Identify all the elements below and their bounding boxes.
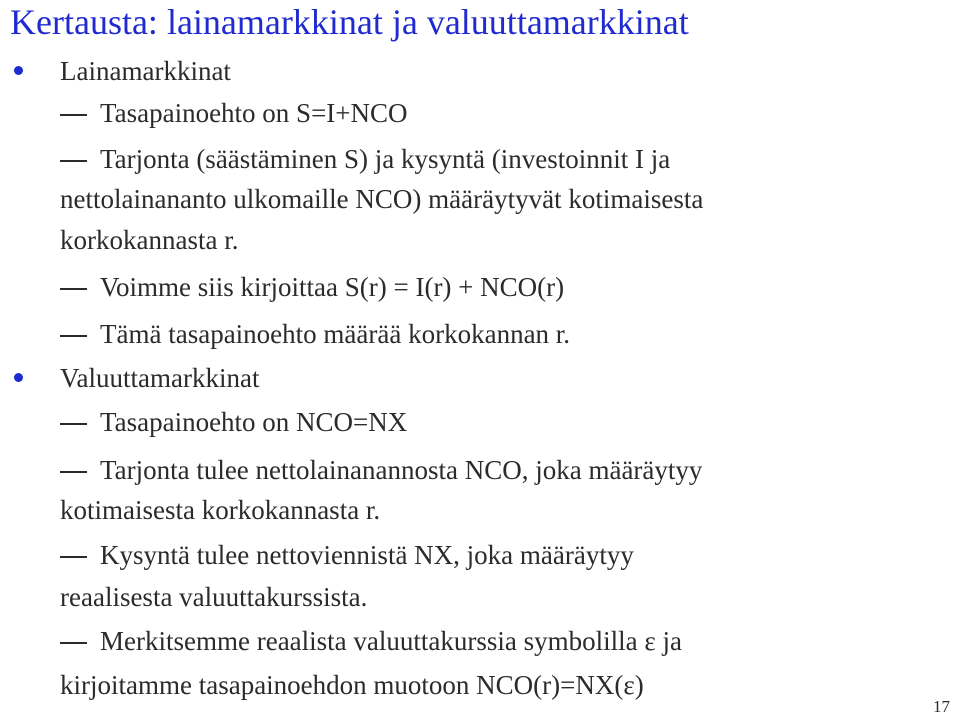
sub-item-line: Tämä tasapainoehto määrää korkokannan r.	[100, 319, 571, 349]
dash-icon	[60, 642, 87, 644]
section-heading-valuuttamarkkinat: Valuuttamarkkinat	[60, 363, 260, 393]
dash-icon	[60, 114, 87, 116]
bullet-icon	[14, 66, 23, 75]
sub-item-line: Voimme siis kirjoittaa S(r) = I(r) + NCO(r)	[100, 272, 565, 302]
dash-icon	[60, 160, 87, 162]
sub-item-line: Tasapainoehto on S=I+NCO	[100, 98, 408, 128]
sub-item-line: Kysyntä tulee nettoviennistä NX, joka määräytyy	[100, 540, 634, 570]
sub-item-line: Tarjonta (säästäminen S) ja kysyntä (investoinnit I ja	[100, 144, 671, 174]
dash-icon	[60, 335, 87, 337]
dash-icon	[60, 556, 87, 558]
section-heading-lainamarkkinat: Lainamarkkinat	[60, 56, 231, 86]
dash-icon	[60, 288, 87, 290]
slide-title: Kertausta: lainamarkkinat ja valuuttamarkkinat	[10, 2, 689, 42]
sub-item-line: korkokannasta r.	[60, 225, 239, 255]
sub-item-line: nettolainananto ulkomaille NCO) määräytyvät kotimaisesta	[60, 184, 704, 214]
sub-item-line: Tarjonta tulee nettolainanannosta NCO, joka määräytyy	[100, 455, 703, 485]
dash-icon	[60, 423, 87, 425]
sub-item-line: kirjoitamme tasapainoehdon muotoon NCO(r)=NX(ε)	[60, 670, 644, 700]
sub-item-line: Tasapainoehto on NCO=NX	[100, 407, 408, 437]
sub-item-line: kotimaisesta korkokannasta r.	[60, 495, 381, 525]
dash-icon	[60, 471, 87, 473]
sub-item-line: Merkitsemme reaalista valuuttakurssia symbolilla ε ja	[100, 626, 682, 656]
page-number: 17	[933, 697, 950, 716]
sub-item-line: reaalisesta valuuttakurssista.	[60, 582, 368, 612]
bullet-icon	[14, 373, 23, 382]
